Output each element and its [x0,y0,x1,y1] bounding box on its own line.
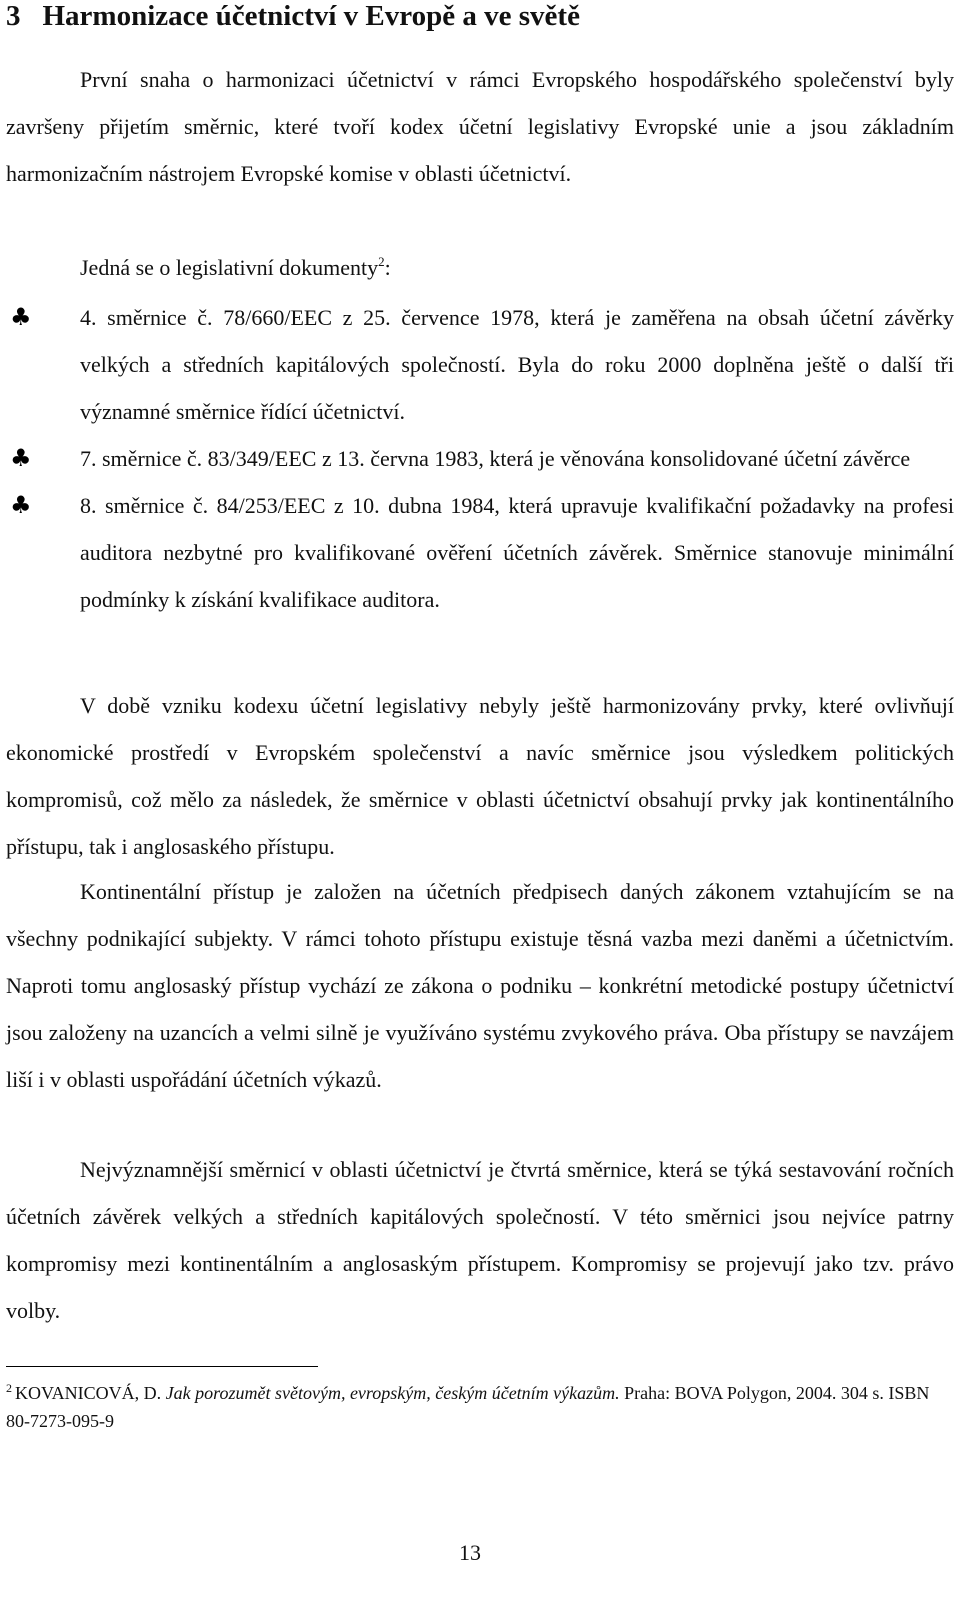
list-item-text: 8. směrnice č. 84/253/EEC z 10. dubna 1984, která upravuje kvalifikační požadavky na profesi auditora nezbytné pro kvalifikované ověření účetních závěrek. Směrnice stanovuje minimální podmínky k získání kvalifikace auditora. [80,493,954,612]
list-item-text: 4. směrnice č. 78/660/EEC z 25. července 1978, která je zaměřena na obsah účetní závěrky velkých a středních kapitálových společností. Byla do roku 2000 doplněna ještě o další tři významné směrnice řídící účetnictví. [80,305,954,424]
list-item [6,482,954,623]
list-item [6,294,954,435]
paragraph-approaches: Kontinentální přístup je založen na účetních předpisech daných zákonem vztahujícím se na všechny podnikající subjekty. V rámci tohoto přístupu existuje těsná vazba mezi daněmi a účetnictvím. Naproti tomu anglosaský přístup vychází ze zákona o podniku – konkrétní metodické postupy účetnictví jsou založeny na uzancích a velmi silně je využíváno systému zvykového práva. Oba přístupy se navzájem liší i v oblasti uspořádání účetních výkazů. [6,879,954,1092]
footnote-number: 2 [6,1381,12,1395]
section-title: Harmonizace účetnictví v Evropě a ve světě [42,0,580,32]
list-intro-text: Jedná se o legislativní dokumenty [80,255,379,280]
section-heading [6,0,580,34]
club-icon: ♣ [10,444,32,472]
list-item [6,435,954,482]
section-number: 3 [6,0,21,32]
list-item-text: 7. směrnice č. 83/349/EEC z 13. června 1983, která je věnována konsolidované účetní závěrce [80,446,911,471]
footnote-author: KOVANICOVÁ, D. [15,1383,162,1403]
paragraph-legislation: V době vzniku kodexu účetní legislativy nebyly ještě harmonizovány prvky, které ovlivňují ekonomické prostředí v Evropském společenství a navíc směrnice jsou výsledkem politických kompromisů, což mělo za následek, že směrnice v oblasti účetnictví obsahují prvky jak kontinentálního přístupu, tak i anglosaského přístupu. [6,693,954,859]
footnote-separator [6,1366,318,1367]
footnote-reference: 2 [378,254,385,269]
list-intro-colon: : [384,255,391,280]
footnote-publisher: Praha: BOVA Polygon, 2004. 304 s. ISBN 80-7273-095-9 [6,1383,930,1431]
directive-list [6,294,954,623]
club-icon: ♣ [10,303,32,331]
paragraph-intro: První snaha o harmonizaci účetnictví v rámci Evropského hospodářského společenství byly završeny přijetím směrnic, které tvoří kodex účetní legislativy Evropské unie a jsou základním harmonizačním nástrojem Evropské komise v oblasti účetnictví. [6,67,954,186]
footnote-title: Jak porozumět světovým, evropským, českým účetním výkazům. [165,1383,620,1403]
paragraph-fourth-directive: Nejvýznamnější směrnicí v oblasti účetnictví je čtvrtá směrnice, která se týká sestavování ročních účetních závěrek velkých a středních kapitálových společností. V této směrnici jsou nejvíce patrny kompromisy mezi kontinentálním a anglosaským přístupem. Kompromisy se projevují jako tzv. právo volby. [6,1157,954,1323]
footnote [6,1379,946,1435]
page-number: 13 [459,1540,481,1565]
club-icon: ♣ [10,491,32,519]
list-intro [80,244,391,291]
